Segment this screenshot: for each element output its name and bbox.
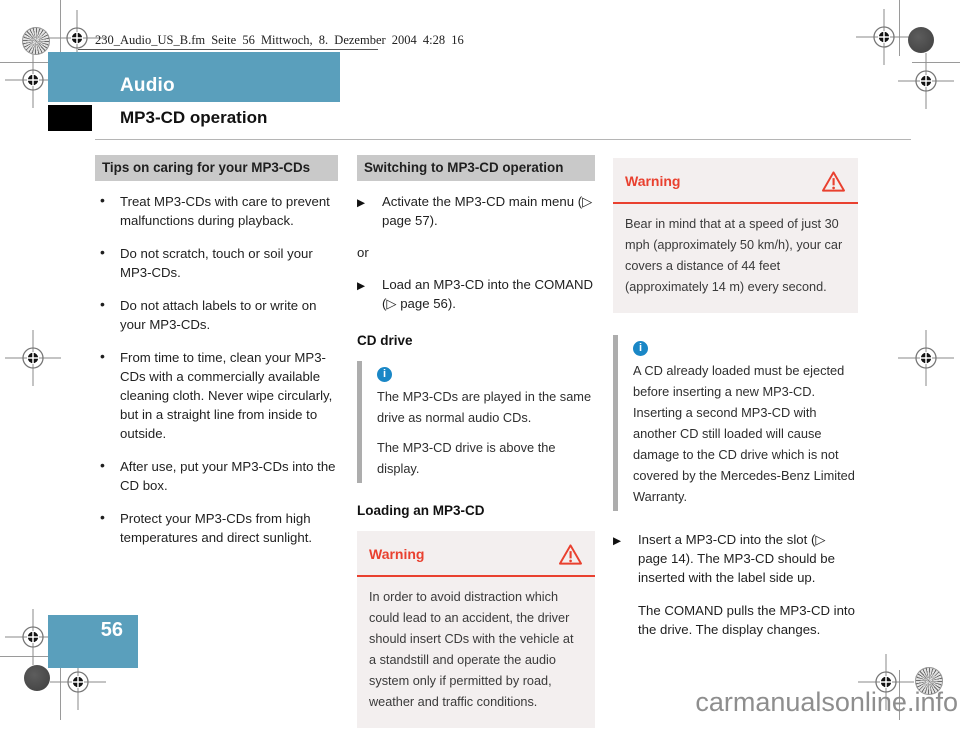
warning-text: In order to avoid distraction which could lead to an accident, the driver should insert CDs with the vehicle at a standstill and operate the audio system only if permitted by road, weather and traffic conditions. bbox=[369, 590, 574, 709]
bullet-icon: • bbox=[100, 244, 105, 260]
warning-box bbox=[357, 531, 595, 728]
list-item-text: Do not attach labels to or write on your MP3-CDs. bbox=[120, 298, 317, 332]
column-insert-cd bbox=[613, 155, 858, 639]
step-arrow-icon: ▶ bbox=[613, 535, 622, 547]
warning-header bbox=[357, 531, 595, 577]
list-item-text: From time to time, clean your MP3-CDs with a commercially available cleaning cloth. Never wipe circularly, but in a straight line from inside to outside. bbox=[120, 350, 333, 441]
subheading-cd-drive: CD drive bbox=[357, 333, 413, 348]
step-text: Load an MP3-CD into the COMAND (▷ page 56). bbox=[382, 277, 594, 311]
starburst-mark-icon bbox=[22, 27, 50, 55]
section-marker-square bbox=[48, 105, 92, 131]
step-text: Activate the MP3-CD main menu (▷ page 57). bbox=[382, 194, 593, 228]
watermark-text: carmanualsonline.info bbox=[695, 687, 958, 717]
ink-dot-mark bbox=[24, 665, 50, 691]
bullet-icon: • bbox=[100, 457, 105, 473]
step-arrow-icon: ▶ bbox=[357, 197, 366, 209]
note-text: A CD already loaded must be ejected before inserting a new MP3-CD. Inserting a second MP3-CD with another CD still loaded will cause damage to the CD drive which is not covered by the Mercedes-Benz Limited Warranty. bbox=[633, 363, 855, 504]
registration-target-icon bbox=[898, 53, 954, 109]
header-rule bbox=[78, 49, 378, 50]
step-arrow-icon: ▶ bbox=[357, 280, 366, 292]
chapter-label: Audio bbox=[120, 75, 175, 96]
page-title: MP3-CD operation bbox=[120, 108, 268, 127]
step-item bbox=[357, 192, 595, 230]
list-item bbox=[95, 296, 338, 334]
title-rule bbox=[95, 139, 911, 140]
list-item bbox=[95, 457, 338, 495]
list-item-text: Protect your MP3-CDs from high temperatures and direct sunlight. bbox=[120, 511, 313, 545]
bullet-icon: • bbox=[100, 192, 105, 208]
warning-box bbox=[613, 158, 858, 313]
warning-text: Bear in mind that at a speed of just 30 mph (approximately 50 km/h), your car covers a distance of 44 feet (approximately 14 m) every second. bbox=[625, 217, 843, 294]
page-number: 56 bbox=[100, 619, 123, 641]
step-item bbox=[357, 275, 595, 313]
registration-target-icon bbox=[898, 330, 954, 386]
list-item bbox=[95, 192, 338, 230]
bullet-icon: • bbox=[100, 348, 105, 364]
list-item-text: After use, put your MP3-CDs into the CD box. bbox=[120, 459, 336, 493]
section-header-care-tips: Tips on caring for your MP3-CDs bbox=[95, 155, 338, 181]
column-care-tips bbox=[95, 155, 338, 561]
chapter-tab bbox=[48, 52, 340, 102]
print-file-info: 230_Audio_US_B.fm Seite 56 Mittwoch, 8. Dezember 2004 4:28 16 bbox=[95, 33, 464, 47]
step-item bbox=[613, 530, 858, 587]
page-number-box bbox=[48, 615, 138, 668]
info-note bbox=[357, 361, 595, 483]
subheading-loading: Loading an MP3-CD bbox=[357, 503, 485, 518]
bullet-icon: • bbox=[100, 296, 105, 312]
list-item bbox=[95, 348, 338, 443]
step-result-text: The COMAND pulls the MP3-CD into the drive. The display changes. bbox=[638, 603, 855, 637]
or-text: or bbox=[357, 245, 369, 260]
column-switching bbox=[357, 155, 595, 734]
section-header-switching: Switching to MP3-CD operation bbox=[357, 155, 595, 181]
ink-dot-mark bbox=[908, 27, 934, 53]
list-item-text: Treat MP3-CDs with care to prevent malfunctions during playback. bbox=[120, 194, 330, 228]
warning-triangle-icon bbox=[821, 170, 846, 193]
note-text: The MP3-CD drive is above the display. bbox=[377, 440, 556, 476]
registration-target-icon bbox=[5, 330, 61, 386]
warning-triangle-icon bbox=[558, 543, 583, 566]
list-item-text: Do not scratch, touch or soil your MP3-CDs. bbox=[120, 246, 313, 280]
list-item bbox=[95, 509, 338, 547]
info-icon: i bbox=[377, 367, 392, 382]
bullet-icon: • bbox=[100, 509, 105, 525]
step-text: Insert a MP3-CD into the slot (▷ page 14). The MP3-CD should be inserted with the label side up. bbox=[638, 532, 835, 585]
info-note bbox=[613, 335, 858, 511]
warning-title: Warning bbox=[369, 546, 425, 562]
note-text: The MP3-CDs are played in the same drive as normal audio CDs. bbox=[377, 389, 592, 425]
care-tips-list bbox=[95, 192, 338, 547]
warning-header bbox=[613, 158, 858, 204]
warning-title: Warning bbox=[625, 173, 681, 189]
list-item bbox=[95, 244, 338, 282]
info-icon: i bbox=[633, 341, 648, 356]
